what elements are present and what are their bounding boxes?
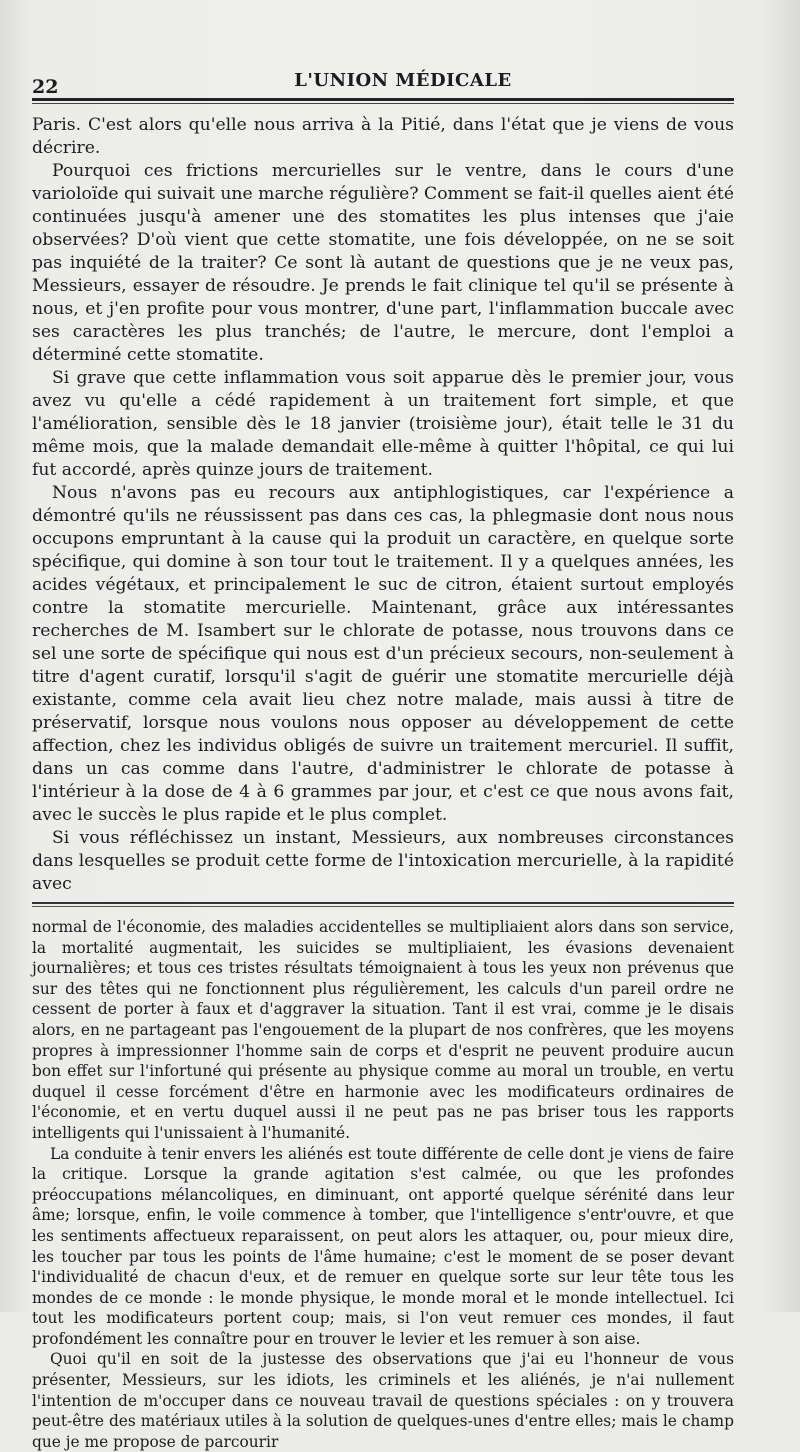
footnote-paragraph: Quoi qu'il en soit de la justesse des observations que j'ai eu l'honneur de vous présenter, Messieurs, sur les idiots, les criminels et les aliénés, je n'ai nullement l'intention de m'occuper dans ce nouveau travail de questions spéciales : on y trouvera peut-être des matériaux utiles à la solution de quelques-unes d'entre elles; mais le champ que je me propose de parcourir (32, 1350, 734, 1451)
header-rule-thin (32, 103, 734, 104)
footnote-text (32, 917, 734, 1452)
footnote-separator (32, 902, 734, 904)
header-rule (32, 98, 734, 101)
main-paragraph: Si vous réfléchissez un instant, Messieurs, aux nombreuses circonstances dans lesquelles se produit cette forme de l'intoxication mercurielle, à la rapidité avec (32, 828, 734, 894)
footnote-paragraph: La conduite à tenir envers les aliénés est toute différente de celle dont je viens de faire la critique. Lorsque la grande agitation s'est calmée, ou que les profondes préoccupations mélancoliques, en diminuant, ont apporté quelque sérénité dans leur âme; lorsque, enfin, le voile commence à tomber, que l'intelligence s'entr'ouvre, et que les sentiments affectueux reparaissent, on peut alors les attaquer, ou, pour mieux dire, les toucher par tous les points de l'âme humaine; c'est le moment de se poser devant l'individualité de chacun d'eux, et de remuer en quelque sorte sur leur tête tous les mondes de ce monde : le monde physique, le monde moral et le monde intellectuel. Ici tout les modificateurs portent coup; mais, si l'on veut remuer ces mondes, il faut profondément les connaître pour en trouver le levier et les remuer à son aise. (32, 1144, 734, 1348)
main-text (32, 114, 734, 896)
footnote-paragraph: normal de l'économie, des maladies accidentelles se multipliaient alors dans son service, la mortalité augmentait, les suicides se multipliaient, les évasions devenaient journalières; et tous ces tristes résultats témoignaient à tous les yeux non prévenus que sur des têtes qui ne fonctionnent plus régulièrement, les calculs d'un pareil ordre ne cessent de porter à faux et d'aggraver la situation. Tant il est vrai, comme je le disais alors, en ne partageant pas l'engouement de la plupart de nos confrères, que les moyens propres à impressionner l'homme sain de corps et d'esprit ne peuvent produire aucun bon effet sur l'infortuné qui présente au physique comme au moral un trouble, en vertu duquel il cesse forcément d'être en harmonie avec les modificateurs ordinaires de l'économie, et en vertu duquel aussi il ne peut pas ne pas briser tous les rapports intelligents qui l'unissaient à l'humanité. (32, 918, 734, 1142)
page-number: 22 (32, 76, 59, 98)
main-paragraph: Si grave que cette inflammation vous soit apparue dès le premier jour, vous avez vu qu'elle a cédé rapidement à un traitement fort simple, et que l'amélioration, sensible dès le 18 janvier (troisième jour), était telle le 31 du même mois, que la malade demandait elle-même à quitter l'hôpital, ce qui lui fut accordé, après quinze jours de traitement. (32, 368, 734, 480)
footnote-separator-thin (32, 906, 734, 907)
main-paragraph: Pourquoi ces frictions mercurielles sur le ventre, dans le cours d'une varioloïde qui suivait une marche régulière? Comment se fait-il quelles aient été continuées jusqu'à amener une des stomatites les plus intenses que j'aie observées? D'où vient que cette stomatite, une fois développée, on ne se soit pas inquiété de la traiter? Ce sont là autant de questions que je ne veux pas, Messieurs, essayer de résoudre. Je prends le fait clinique tel qu'il se présente à nous, et j'en profite pour vous montrer, d'une part, l'inflammation buccale avec ses caractères les plus tranchés; de l'autre, le mercure, dont l'emploi a déterminé cette stomatite. (32, 161, 734, 365)
running-title: L'UNION MÉDICALE (294, 70, 512, 91)
main-paragraph: Paris. C'est alors qu'elle nous arriva à la Pitié, dans l'état que je viens de vous décrire. (32, 115, 734, 158)
page-header (32, 64, 734, 98)
main-paragraph: Nous n'avons pas eu recours aux antiphlogistiques, car l'expérience a démontré qu'ils ne réussissent pas dans ces cas, la phlegmasie dont nous nous occupons empruntant à la cause qui la produit un caractère, en quelque sorte spécifique, qui domine à son tour tout le traitement. Il y a quelques années, les acides végétaux, et principalement le suc de citron, étaient surtout employés contre la stomatite mercurielle. Maintenant, grâce aux intéressantes recherches de M. Isambert sur le chlorate de potasse, nous trouvons dans ce sel une sorte de spécifique qui nous est d'un précieux secours, non-seulement à titre d'agent curatif, lorsqu'il s'agit de guérir une stomatite mercurielle déjà existante, comme cela avait lieu chez notre malade, mais aussi à titre de préservatif, lorsque nous voulons nous opposer au développement de cette affection, chez les individus obligés de suivre un traitement mercuriel. Il suffit, dans un cas comme dans l'autre, d'administrer le chlorate de potasse à l'intérieur à la dose de 4 à 6 grammes par jour, et c'est ce que nous avons fait, avec le succès le plus rapide et le plus complet. (32, 483, 734, 825)
